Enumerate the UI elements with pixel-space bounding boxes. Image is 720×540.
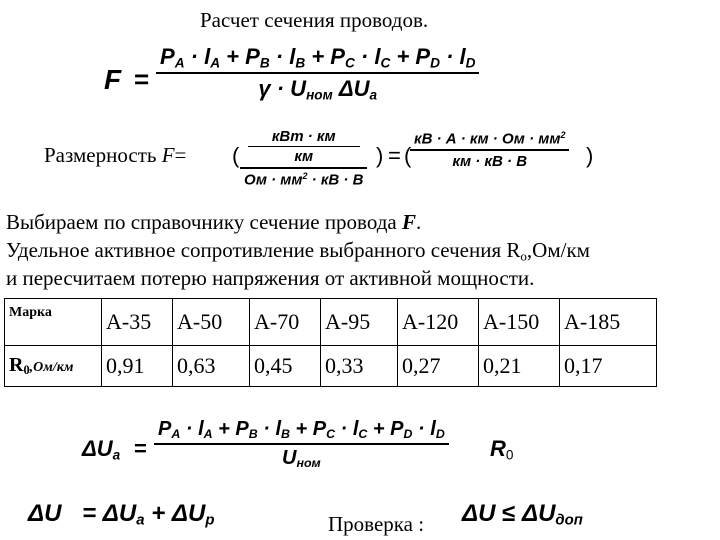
n-D1: D (403, 427, 413, 442)
table-row-marks (5, 299, 657, 346)
table-cell-value: 0,63 (173, 346, 250, 387)
dimension-close-paren-2: ) (586, 143, 594, 168)
dim-r-num: кВ · А · км · Ом · мм (414, 130, 561, 148)
formula-dUa-lhs-text: ΔU (82, 436, 113, 461)
num-sub-D1: D (430, 55, 440, 71)
den-gamma-U: γ · U (258, 76, 307, 102)
dim-r-num-sup: 2 (560, 130, 566, 140)
num-dot2: · (269, 44, 290, 69)
table-cell-mark: А-95 (321, 299, 398, 346)
formula-dUa-denominator (154, 443, 449, 470)
check-rhs-sub: доп (555, 512, 583, 529)
num-plus1: + (220, 44, 246, 69)
formula-dU (28, 500, 214, 529)
dimension-fraction (240, 128, 367, 188)
dimension-result-fraction (410, 130, 569, 170)
num-PB: P (245, 44, 260, 69)
n-A1: A (171, 427, 181, 442)
formula-dUa (82, 418, 522, 496)
n-PD: P (390, 418, 404, 440)
formula-F-lhs: F (104, 64, 122, 95)
text-line-1-F: F (401, 210, 416, 234)
dimension-open-paren: ( (232, 143, 240, 168)
formula-dU-plus: + ΔU (144, 500, 206, 527)
num-dot1: · (184, 44, 205, 69)
num-sub-D2: D (465, 55, 476, 71)
check-lhs: ΔU (462, 500, 496, 527)
formula-F-denominator (156, 72, 479, 102)
formula-dUa-lhs (82, 436, 120, 462)
formula-dUa-lhs-sub: a (112, 447, 121, 463)
dimension-result-numerator (410, 130, 569, 149)
dimension-eq: = (174, 143, 187, 167)
table-row-label (5, 346, 102, 387)
table-cell-value: 0,17 (560, 346, 657, 387)
formula-dUa-R-text: R (490, 436, 506, 461)
num-sub-B1: B (259, 55, 270, 71)
num-PD: P (415, 44, 431, 69)
formula-dUa-eq: = (134, 436, 147, 461)
num-sub-B2: B (295, 55, 306, 71)
text-line-1 (6, 210, 421, 235)
n-plus2: + (289, 418, 313, 440)
table-cell-mark: А-150 (479, 299, 560, 346)
check-rhs: ΔU (521, 500, 556, 527)
check-formula (462, 500, 583, 529)
table-cell-value: 0,91 (102, 346, 173, 387)
num-sub-C2: C (380, 55, 391, 71)
dim-outer-den-1: Ом · мм (244, 171, 303, 189)
n-dot2: · (257, 418, 276, 440)
n-dot4: · (412, 418, 431, 440)
n-A2: A (203, 427, 213, 442)
check-label: Проверка : (328, 512, 425, 536)
check-sign: ≤ (495, 500, 522, 527)
n-dot1: · (180, 418, 199, 440)
den-sub-nom: ном (306, 87, 333, 103)
table-header-label: Марка (5, 299, 102, 346)
table-cell-value: 0,45 (250, 346, 321, 387)
num-sub-A1: A (174, 55, 185, 71)
text-line-2 (6, 238, 590, 264)
n-lC: l (352, 418, 359, 440)
text-line-2-b: ,Ом/км (526, 238, 590, 262)
n-B1: B (248, 427, 258, 442)
num-sub-C1: C (344, 55, 355, 71)
table-cell-value: 0,27 (398, 346, 479, 387)
den-dU: ΔU (338, 76, 370, 102)
dim-outer-den-sup: 2 (302, 171, 308, 181)
num-sub-A2: A (210, 55, 221, 71)
n-C2: C (358, 427, 368, 442)
num-PC: P (330, 44, 345, 69)
n-lB: l (275, 418, 282, 440)
text-line-1-b: . (416, 210, 422, 234)
num-dot4: · (439, 44, 460, 69)
dimension-label-text: Размерность (44, 143, 162, 167)
dimension-result-denominator: км · кВ · В (410, 149, 569, 170)
num-lD: l (459, 44, 466, 69)
table-cell-value: 0,33 (321, 346, 398, 387)
resistance-table (4, 298, 657, 387)
num-plus3: + (390, 44, 416, 69)
dimension-open-paren-2: ( (404, 143, 412, 168)
formula-dU-rhs1: = ΔU (82, 500, 137, 527)
formula-dUa-den-U: U (282, 447, 297, 470)
num-plus2: + (305, 44, 331, 69)
dimension-eq2: = (388, 143, 401, 168)
formula-dUa-fraction (154, 418, 449, 470)
dimension-denominator (240, 167, 367, 188)
table-cell-value: 0,21 (479, 346, 560, 387)
page-title: Расчет сечения проводов. (200, 8, 429, 32)
table-row-values (5, 346, 657, 387)
n-C1: C (326, 427, 336, 442)
n-lD: l (430, 418, 436, 440)
n-D2: D (435, 427, 445, 442)
table-cell-mark: А-50 (173, 299, 250, 346)
formula-F-eq: = (134, 64, 150, 94)
table-cell-mark: А-35 (102, 299, 173, 346)
num-lB: l (289, 44, 296, 69)
n-PA: P (158, 418, 172, 440)
dim-inner-num: кВт · км (271, 128, 336, 145)
num-lA: l (204, 44, 211, 69)
dimension-label (44, 143, 186, 168)
n-plus3: + (367, 418, 391, 440)
table-cell-mark: А-120 (398, 299, 479, 346)
dim-outer-den-2: · кВ · В (307, 171, 364, 189)
n-PC: P (312, 418, 327, 440)
n-PB: P (235, 418, 249, 440)
text-line-3: и пересчитаем потерю напряжения от активной мощности. (6, 266, 535, 290)
text-line-2-a: Удельное активное сопротивление выбранного сечения R (6, 238, 521, 262)
formula-F-fraction (156, 44, 479, 103)
formula-F-numerator (156, 44, 479, 72)
formula-F (104, 44, 534, 124)
formula-dU-rhs1-sub: a (136, 512, 145, 529)
text-line-1-a: Выбираем по справочнику сечение провода (6, 210, 402, 234)
dimension-numerator (240, 128, 367, 167)
n-lA: l (198, 418, 204, 440)
formula-dUa-den-sub: ном (296, 456, 321, 471)
formula-dU-rhs2-sub: p (205, 512, 215, 529)
formula-dUa-R-sub: 0 (505, 447, 514, 463)
num-PA: P (160, 44, 175, 69)
row-label-sub: 0 (23, 363, 30, 378)
n-B2: B (281, 427, 290, 442)
dimension-F: F (161, 143, 175, 167)
row-label-unit: ,Ом/км (29, 359, 74, 375)
num-lC: l (374, 44, 381, 69)
formula-dUa-R (490, 436, 513, 462)
n-plus1: + (212, 418, 236, 440)
n-dot3: · (335, 418, 353, 440)
row-label-R: R (9, 353, 24, 376)
table-cell-mark: А-185 (560, 299, 657, 346)
dimension-close-paren: ) (376, 143, 384, 168)
text-line-2-sub: o (520, 248, 527, 264)
formula-dU-lhs: ΔU (28, 500, 62, 527)
num-dot3: · (354, 44, 375, 69)
den-sub-a: a (369, 87, 378, 103)
table-cell-mark: А-70 (250, 299, 321, 346)
formula-dUa-numerator (154, 418, 449, 443)
dim-inner-den: км (248, 146, 360, 165)
